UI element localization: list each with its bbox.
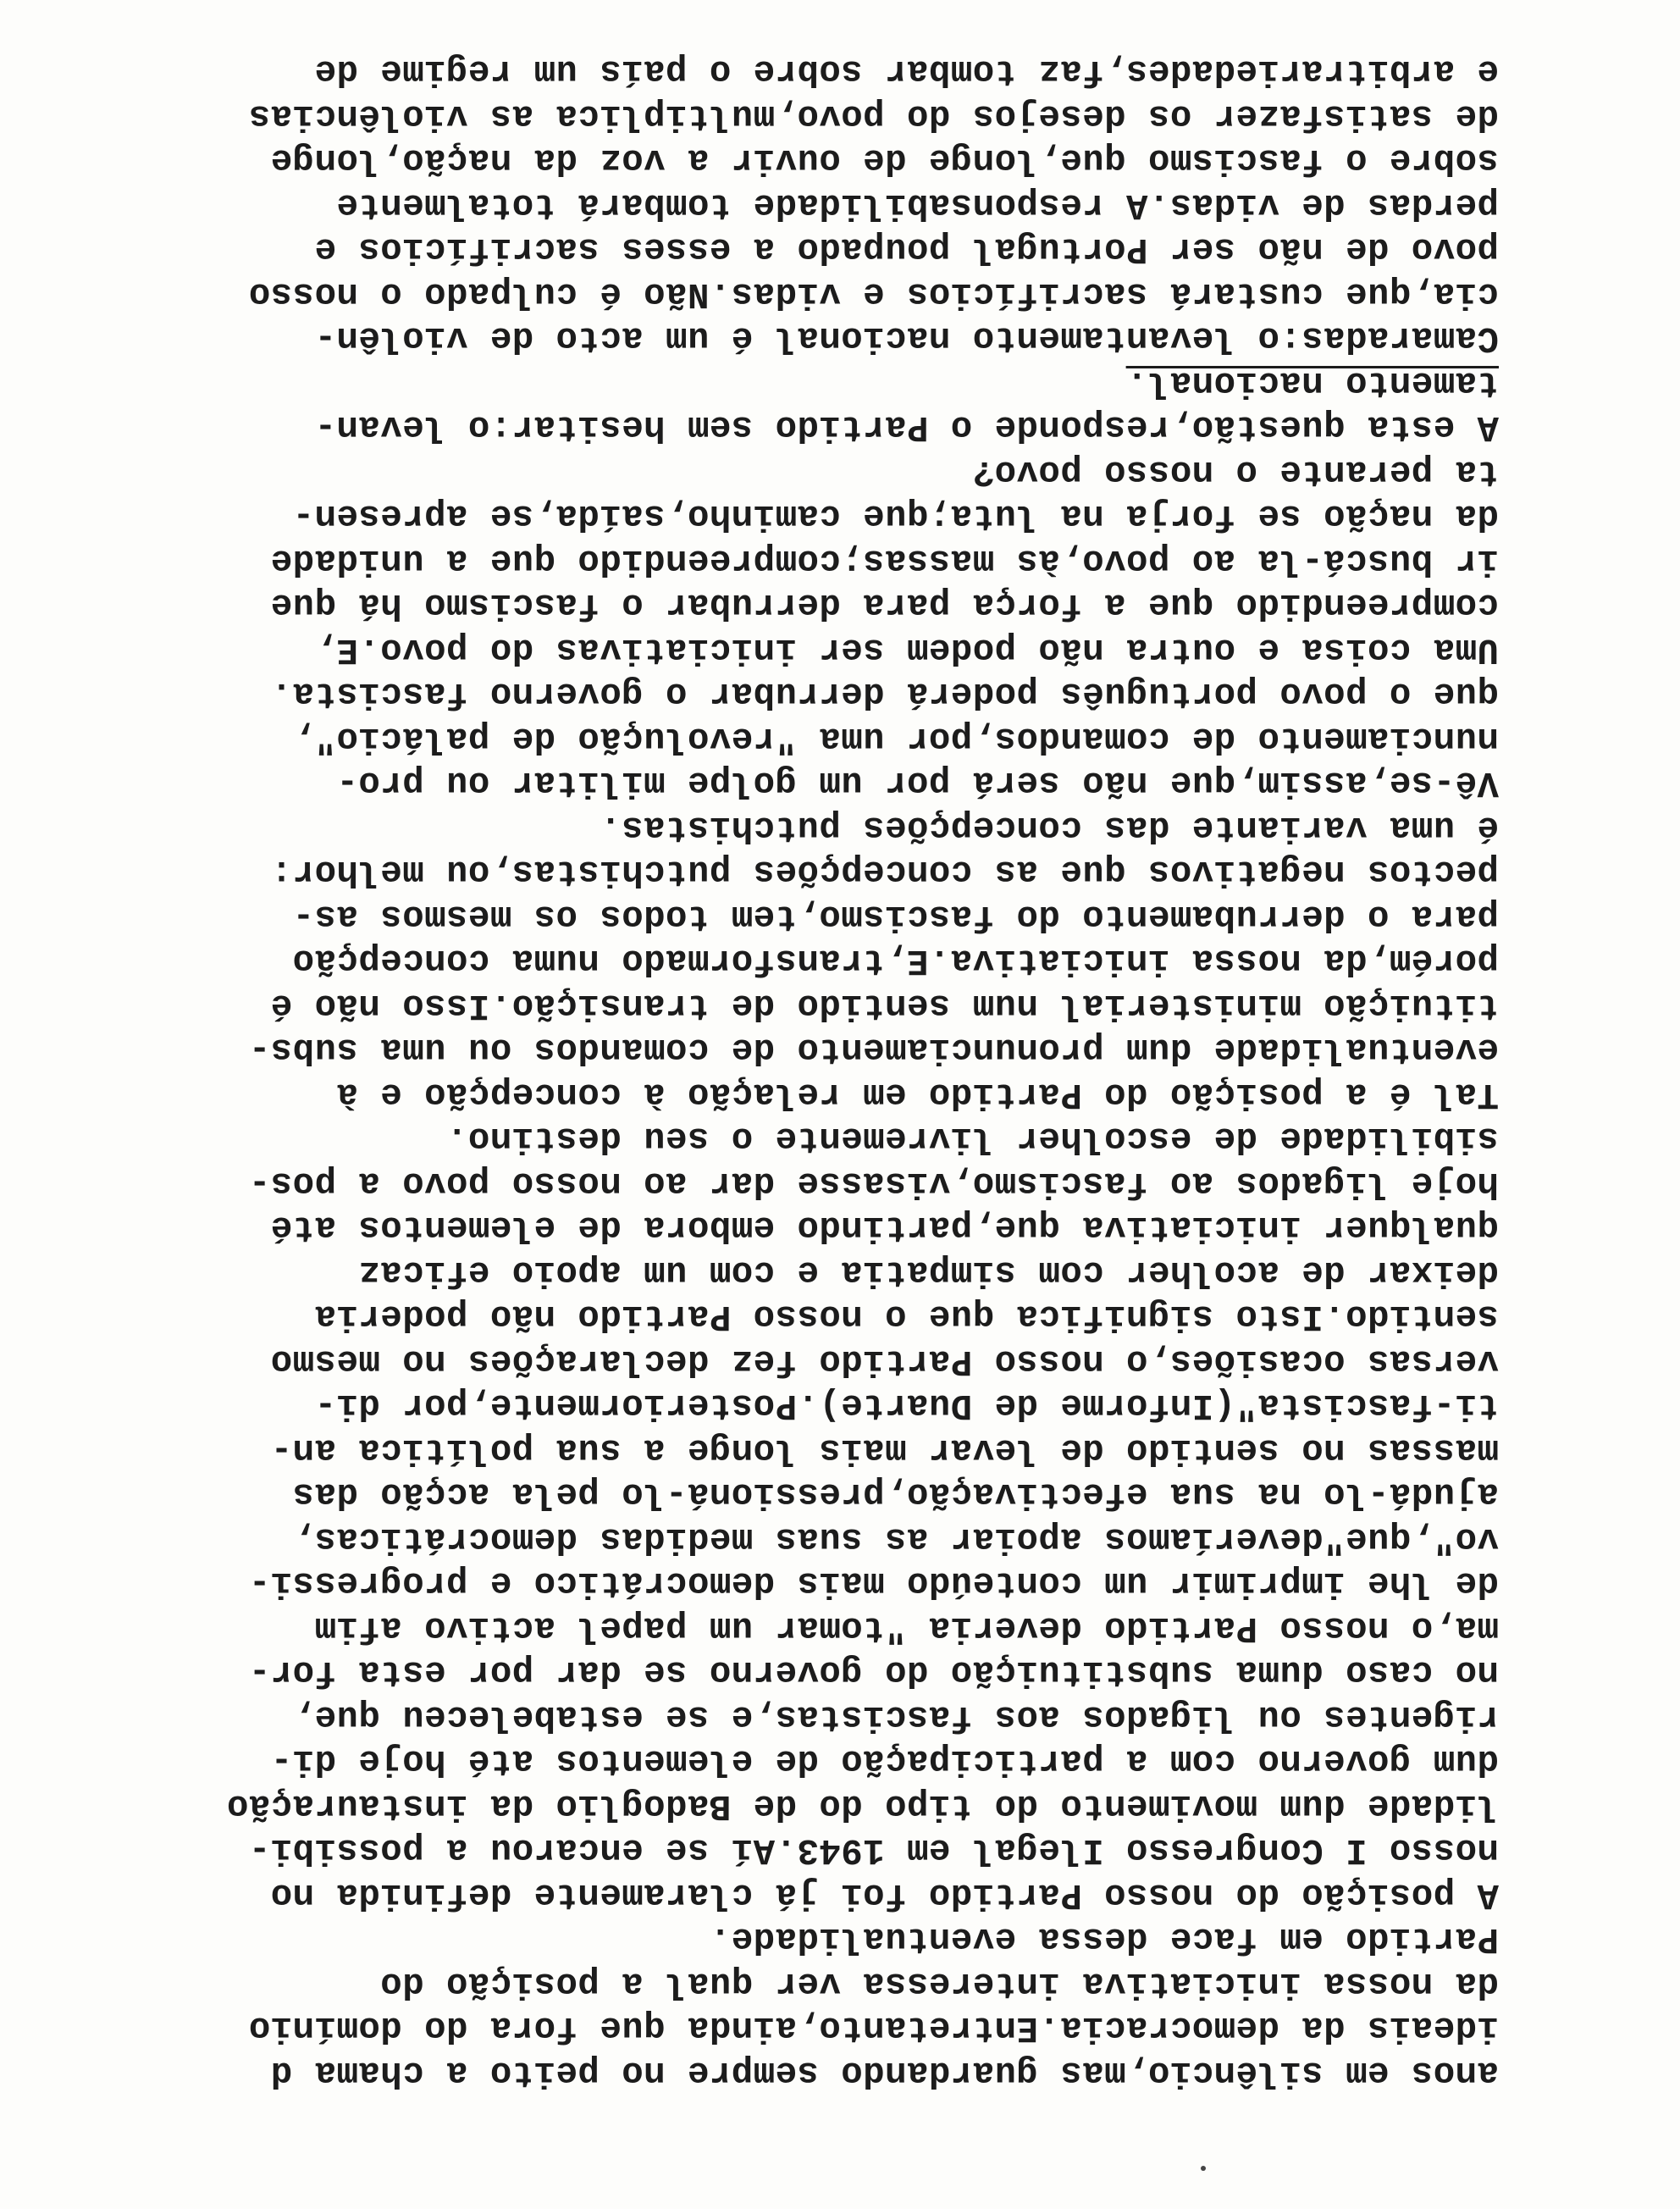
text-line: deixar de acolher com simpatia e com um apoio eficaz: [357, 1252, 1499, 1293]
text-line: perdas de vidas.A responsabilidade tombará totalmente: [336, 185, 1499, 225]
text-line: e arbitrariedades,faz tombar sobre o país um regime de: [314, 51, 1499, 92]
text-line: é uma variante das concepções putchistas.: [599, 807, 1499, 848]
text-line: Tal é a posição do Partido em relação à concepção e à: [336, 1074, 1499, 1115]
text-line: compreendido que a força para derrubar o fascismo há que: [270, 584, 1499, 626]
text-line: Camaradas:o levantamento nacional é um acto de violên-: [314, 318, 1499, 359]
ink-speck: [1201, 2166, 1206, 2171]
typewritten-text: [178, 49, 1499, 2095]
text-line: hoje ligados ao fascismo,visasse dar ao nosso povo a pos-: [248, 1163, 1499, 1204]
text-line: no caso duma substituição do governo se dar por esta for-: [248, 1652, 1499, 1693]
text-line: Partido em face dessa eventualidade.: [709, 1918, 1499, 1960]
text-line: versas ocasiões,o nosso Partido fez declarações no mesmo: [270, 1341, 1499, 1381]
text-line: qualquer iniciativa que,partindo embora de elementos até: [270, 1207, 1499, 1248]
text-line: ma,o nosso Partido deveria "tomar um papel activo afim: [314, 1608, 1499, 1648]
text-line: nosso I Congresso Ilegal em 1943.Aí se encarou a possibi-: [248, 1830, 1499, 1871]
text-line: porém,da nossa iniciativa.E,transformado numa concepção: [292, 940, 1499, 982]
text-line: de lhe imprimir um conteúdo mais democrático e progressi-: [248, 1563, 1499, 1604]
text-line: povo de não ser Portugal poupado a esses sacrifícios e: [314, 229, 1499, 270]
text-line: Vê-se,assim,que não será por um golpe militar ou pro-: [336, 762, 1499, 804]
text-line: cia,que custará sacrifícios e vidas.Não é culpado o nosso: [248, 274, 1499, 314]
text-line: eventualidade dum pronunciamento de comandos ou uma subs-: [248, 1029, 1499, 1071]
text-line: lidade dum movimento do tipo do de Badoglio da instauração: [226, 1785, 1499, 1826]
text-line: dum governo com a participação de elementos até hoje di-: [270, 1741, 1499, 1782]
text-line: de satisfazer os desejos do povo,multiplica as violências: [248, 96, 1499, 136]
text-line: que o povo português poderá derrubar o governo fascista.: [270, 673, 1499, 715]
text-line: A posição do nosso Partido foi já claramente definida no: [270, 1874, 1499, 1915]
text-line: massas no sentido de levar mais longe a sua política an-: [270, 1430, 1499, 1470]
text-line: pectos negativos que as concepções putchistas,ou melhor:: [270, 851, 1499, 893]
text-line: nunciamento de comandos,por uma "revolução de palácio",: [292, 718, 1499, 759]
text-line: A esta questão,responde o Partido sem hesitar:o levan-: [314, 407, 1499, 448]
text-line: tituição ministerial num sentido de transição.Isso não é: [270, 985, 1499, 1026]
text-line: da nação se forja na luta;que caminho,saída,se apresen-: [292, 496, 1499, 537]
text-line: ir buscá-la ao povo,às massas;compreendido que a unidade: [270, 540, 1499, 581]
text-line: sobre o fascismo que,longe de ouvir a voz da nação,longe: [270, 140, 1499, 181]
text-line: ajudá-lo na sua efectivação,pressioná-lo pela acção das: [292, 1474, 1499, 1515]
text-line: para o derrubamento do fascismo,tem todos os mesmos as-: [292, 896, 1499, 937]
text-line-underlined: tamento nacional.: [1125, 363, 1499, 403]
text-line: ti-fascista"(Informe de Duarte).Posteriormente,por di-: [314, 1385, 1499, 1426]
text-line: Uma coisa e outra não podem ser iniciativas do povo.E,: [314, 629, 1499, 670]
text-line: anos em silêncio,mas guardando sempre no peito a chama d: [270, 2052, 1499, 2093]
text-line: sibilidade de escolher livremente o seu destino.: [445, 1118, 1499, 1160]
text-line: da nossa iniciativa interessa ver qual a posição do: [379, 1963, 1499, 2004]
text-line: sentido.Isto significa que o nosso Partido não poderia: [314, 1296, 1499, 1337]
text-line: ta perante o nosso povo?: [972, 451, 1499, 492]
text-line: ideais da democracia.Entretanto,ainda que fora do domínio: [248, 2007, 1499, 2049]
text-line: rigentes ou ligados aos fascistas,e se estabeleceu que,: [292, 1697, 1499, 1737]
text-line: vo",que"deveríamos apoiar as suas medidas democráticas,: [292, 1519, 1499, 1559]
